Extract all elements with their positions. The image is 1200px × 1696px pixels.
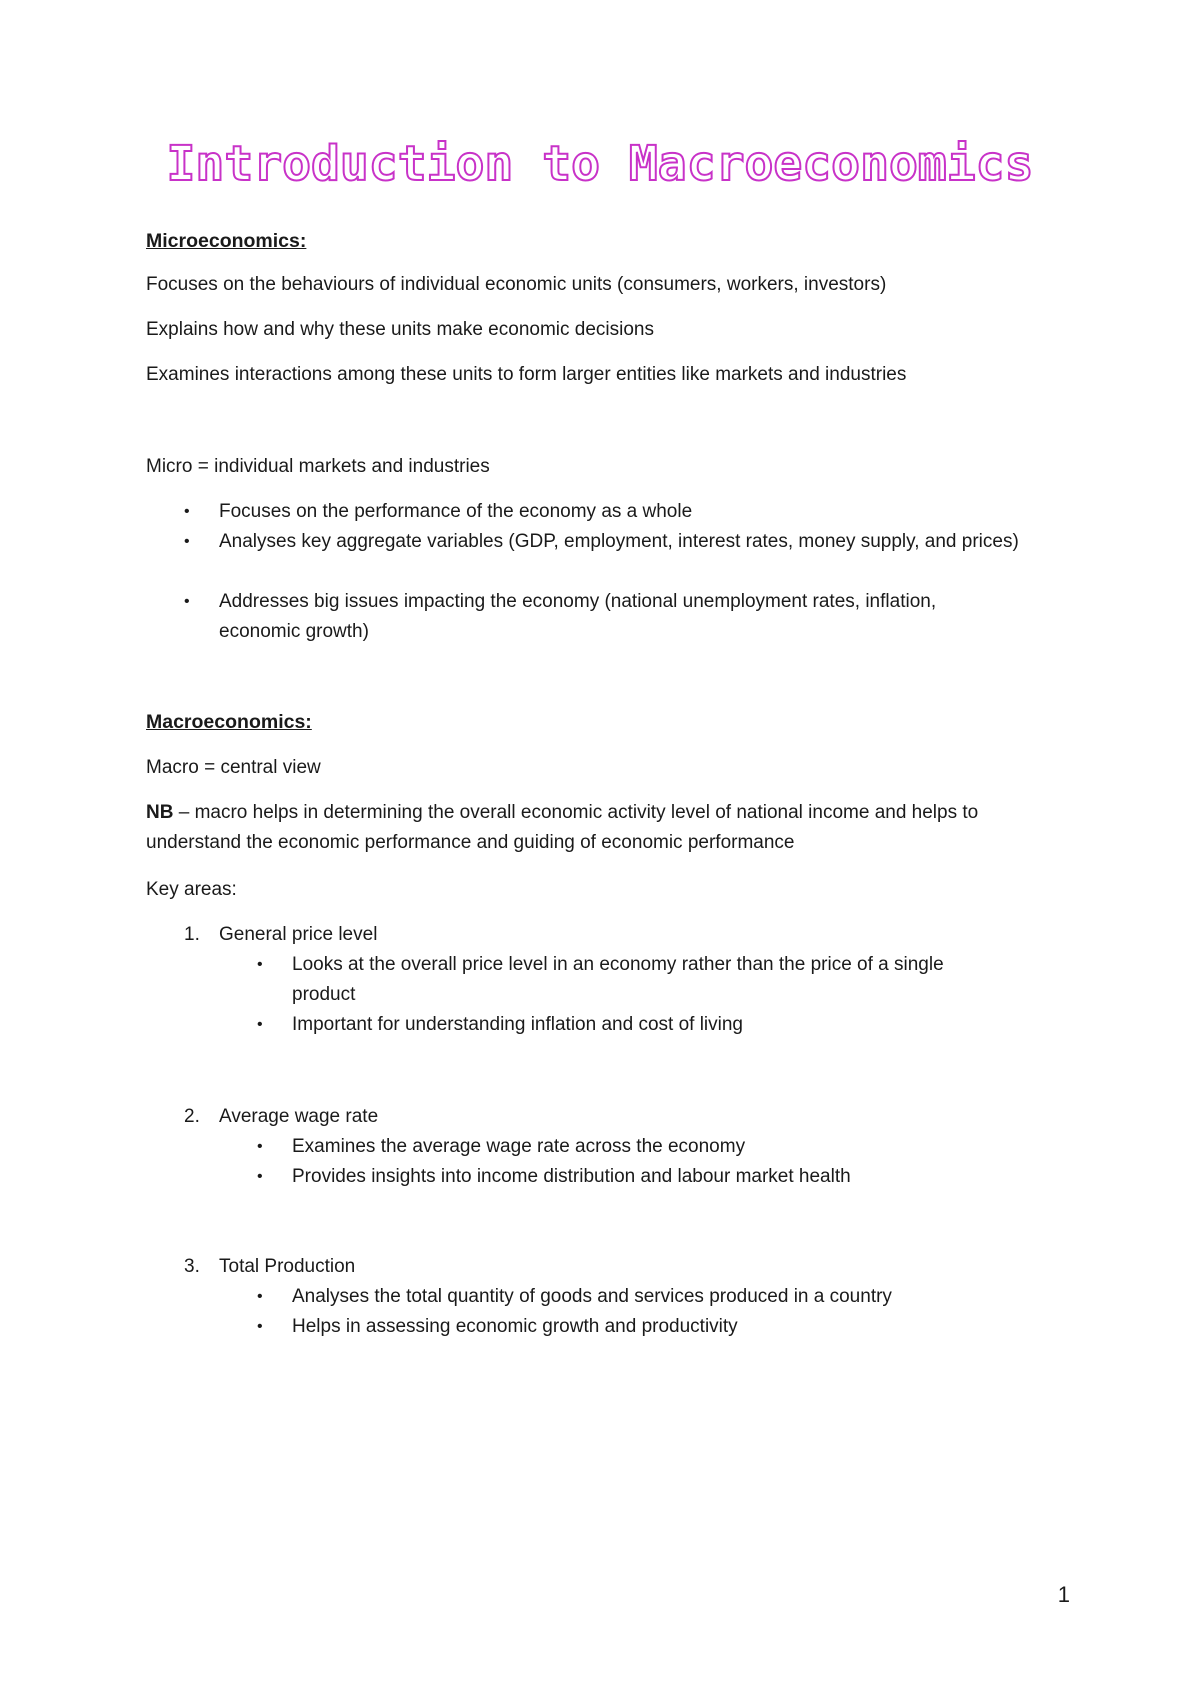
micro-bullet-3: Addresses big issues impacting the economy (national unemployment rates, inflation, economic growth) xyxy=(219,591,937,642)
bullet-icon: • xyxy=(184,503,190,520)
macroeconomics-heading: Macroeconomics: xyxy=(146,711,312,733)
microeconomics-heading: Microeconomics: xyxy=(146,230,307,252)
area-1-name: General price level xyxy=(219,924,378,945)
bullet-icon: • xyxy=(257,1288,263,1305)
list-item xyxy=(257,1010,1017,1040)
area-1-point-2: Important for understanding inflation and cost of living xyxy=(292,1014,743,1035)
area-2-point-2: Provides insights into income distribution and labour market health xyxy=(292,1166,851,1187)
list-item xyxy=(184,527,1024,587)
micro-line-2: Explains how and why these units make economic decisions xyxy=(146,319,654,340)
bullet-icon: • xyxy=(257,1168,263,1185)
area-3-name: Total Production xyxy=(219,1256,356,1277)
area-1-number: 1. xyxy=(184,924,200,945)
macro-definition: Macro = central view xyxy=(146,757,321,778)
page-number: 1 xyxy=(1057,1582,1070,1607)
nb-paragraph xyxy=(146,798,1051,858)
bullet-icon: • xyxy=(257,1016,263,1033)
bullet-icon: • xyxy=(184,593,190,610)
micro-bullet-1: Focuses on the performance of the economy as a whole xyxy=(219,501,693,522)
list-item xyxy=(257,950,1017,1010)
key-areas-label: Key areas: xyxy=(146,879,237,900)
area-2-name: Average wage rate xyxy=(219,1106,379,1127)
bullet-icon: • xyxy=(257,956,263,973)
nb-text: – macro helps in determining the overall economic activity level of national income and helps to understand the economic performance and guiding of economic performance xyxy=(146,802,979,853)
list-item xyxy=(184,497,1024,527)
area-1-point-1: Looks at the overall price level in an economy rather than the price of a single product xyxy=(292,954,944,1005)
area-2-number: 2. xyxy=(184,1106,200,1127)
list-item xyxy=(257,1132,1017,1162)
area-3-point-2: Helps in assessing economic growth and productivity xyxy=(292,1316,738,1337)
bullet-icon: • xyxy=(257,1138,263,1155)
bullet-icon: • xyxy=(184,533,190,550)
micro-definition: Micro = individual markets and industries xyxy=(146,456,490,477)
nb-label: NB xyxy=(146,802,174,823)
list-item xyxy=(257,1282,1017,1312)
bullet-icon: • xyxy=(257,1318,263,1335)
area-3-point-1: Analyses the total quantity of goods and services produced in a country xyxy=(292,1286,892,1307)
list-item xyxy=(257,1162,1017,1192)
list-item xyxy=(184,587,1024,647)
document-title: Introduction to Macroeconomics xyxy=(166,136,1034,192)
area-3-number: 3. xyxy=(184,1256,200,1277)
micro-line-1: Focuses on the behaviours of individual economic units (consumers, workers, investors) xyxy=(146,274,887,295)
list-item xyxy=(257,1312,1017,1342)
area-2-point-1: Examines the average wage rate across the economy xyxy=(292,1136,746,1157)
micro-line-3: Examines interactions among these units to form larger entities like markets and industries xyxy=(146,364,907,385)
micro-bullet-2: Analyses key aggregate variables (GDP, employment, interest rates, money supply, and prices) xyxy=(219,531,1019,552)
